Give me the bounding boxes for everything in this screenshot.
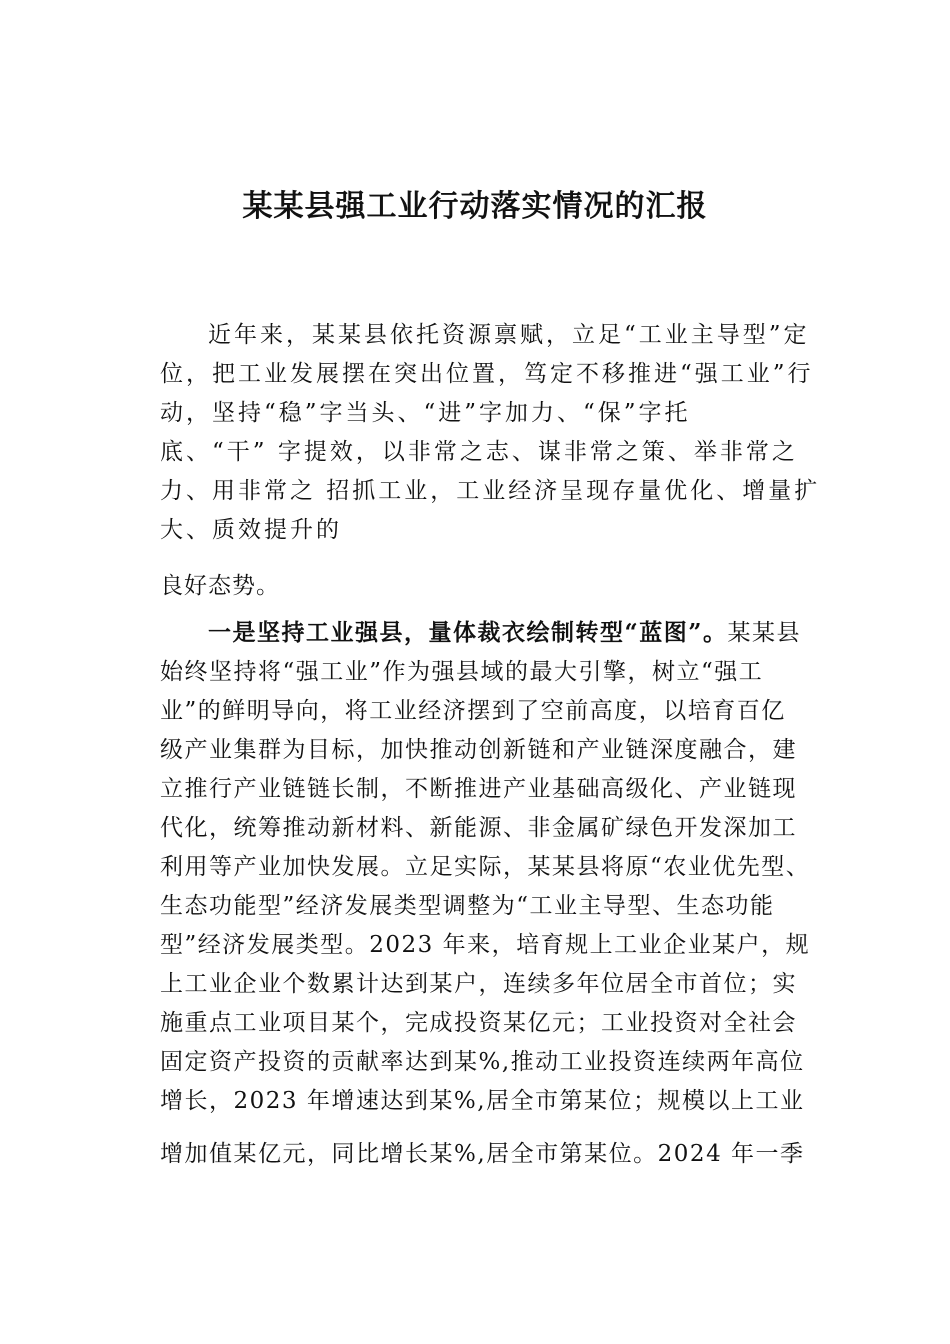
- document-title: 某某县强工业行动落实情况的汇报: [242, 189, 708, 224]
- section-one-paragraph: [160, 613, 850, 1174]
- section-one-line: 上工业企业个数累计达到某户，连续多年位居全市首位；实: [160, 971, 797, 997]
- section-one-line: 级产业集群为目标，加快推动创新链和产业链深度融合，建: [160, 737, 797, 763]
- section-one-line: 固定资产投资的贡献率达到某%,推动工业投资连续两年高位: [160, 1049, 805, 1075]
- intro-paragraph-tail: 良好态势。: [160, 573, 280, 599]
- intro-line: 大、质效提升的: [160, 517, 342, 543]
- section-one-line: 业”的鲜明导向，将工业经济摆到了空前高度，以培育百亿: [160, 698, 786, 724]
- section-one-heading: 一是坚持工业强县，量体裁衣绘制转型“蓝图”。: [208, 619, 728, 646]
- section-one-line: 施重点工业项目某个，完成投资某亿元；工业投资对全社会: [160, 1010, 797, 1036]
- intro-line: 底、“干” 字提效，以非常之志、谋非常之策、举非常之: [160, 439, 798, 465]
- section-one-last-line: 增加值某亿元，同比增长某%,居全市第某位。2024 年一季: [160, 1141, 805, 1167]
- section-one-first-line: [160, 613, 850, 653]
- section-one-line: 增长，2023 年增速达到某%,居全市第某位；规模以上工业: [160, 1088, 805, 1114]
- intro-line: 动，坚持“稳”字当头、“进”字加力、“保”字托: [160, 400, 691, 426]
- intro-line: 近年来，某某县依托资源禀赋，立足“工业主导型”定: [208, 322, 810, 348]
- section-one-line: 立推行产业链链长制，不断推进产业基础高级化、产业链现: [160, 776, 797, 802]
- section-one-first-line-text: 某某县: [727, 620, 801, 646]
- intro-line: 位，把工业发展摆在突出位置，笃定不移推进“强工业”行: [160, 361, 814, 387]
- intro-line: 力、用非常之 招抓工业，工业经济呈现存量优化、增量扩: [160, 478, 821, 504]
- section-one-line: 代化，统筹推动新材料、新能源、非金属矿绿色开发深加工: [160, 815, 797, 841]
- section-one-line: 型”经济发展类型。2023 年来，培育规上工业企业某户，规: [160, 932, 811, 958]
- section-one-line: 利用等产业加快发展。立足实际，某某县将原“农业优先型、: [160, 854, 811, 880]
- intro-paragraph: [160, 316, 850, 550]
- section-one-line: 始终坚持将“强工业”作为强县域的最大引擎，树立“强工: [160, 659, 764, 685]
- section-one-line: 生态功能型”经济发展类型调整为“工业主导型、生态功能: [160, 893, 775, 919]
- line-gap: [160, 1121, 850, 1135]
